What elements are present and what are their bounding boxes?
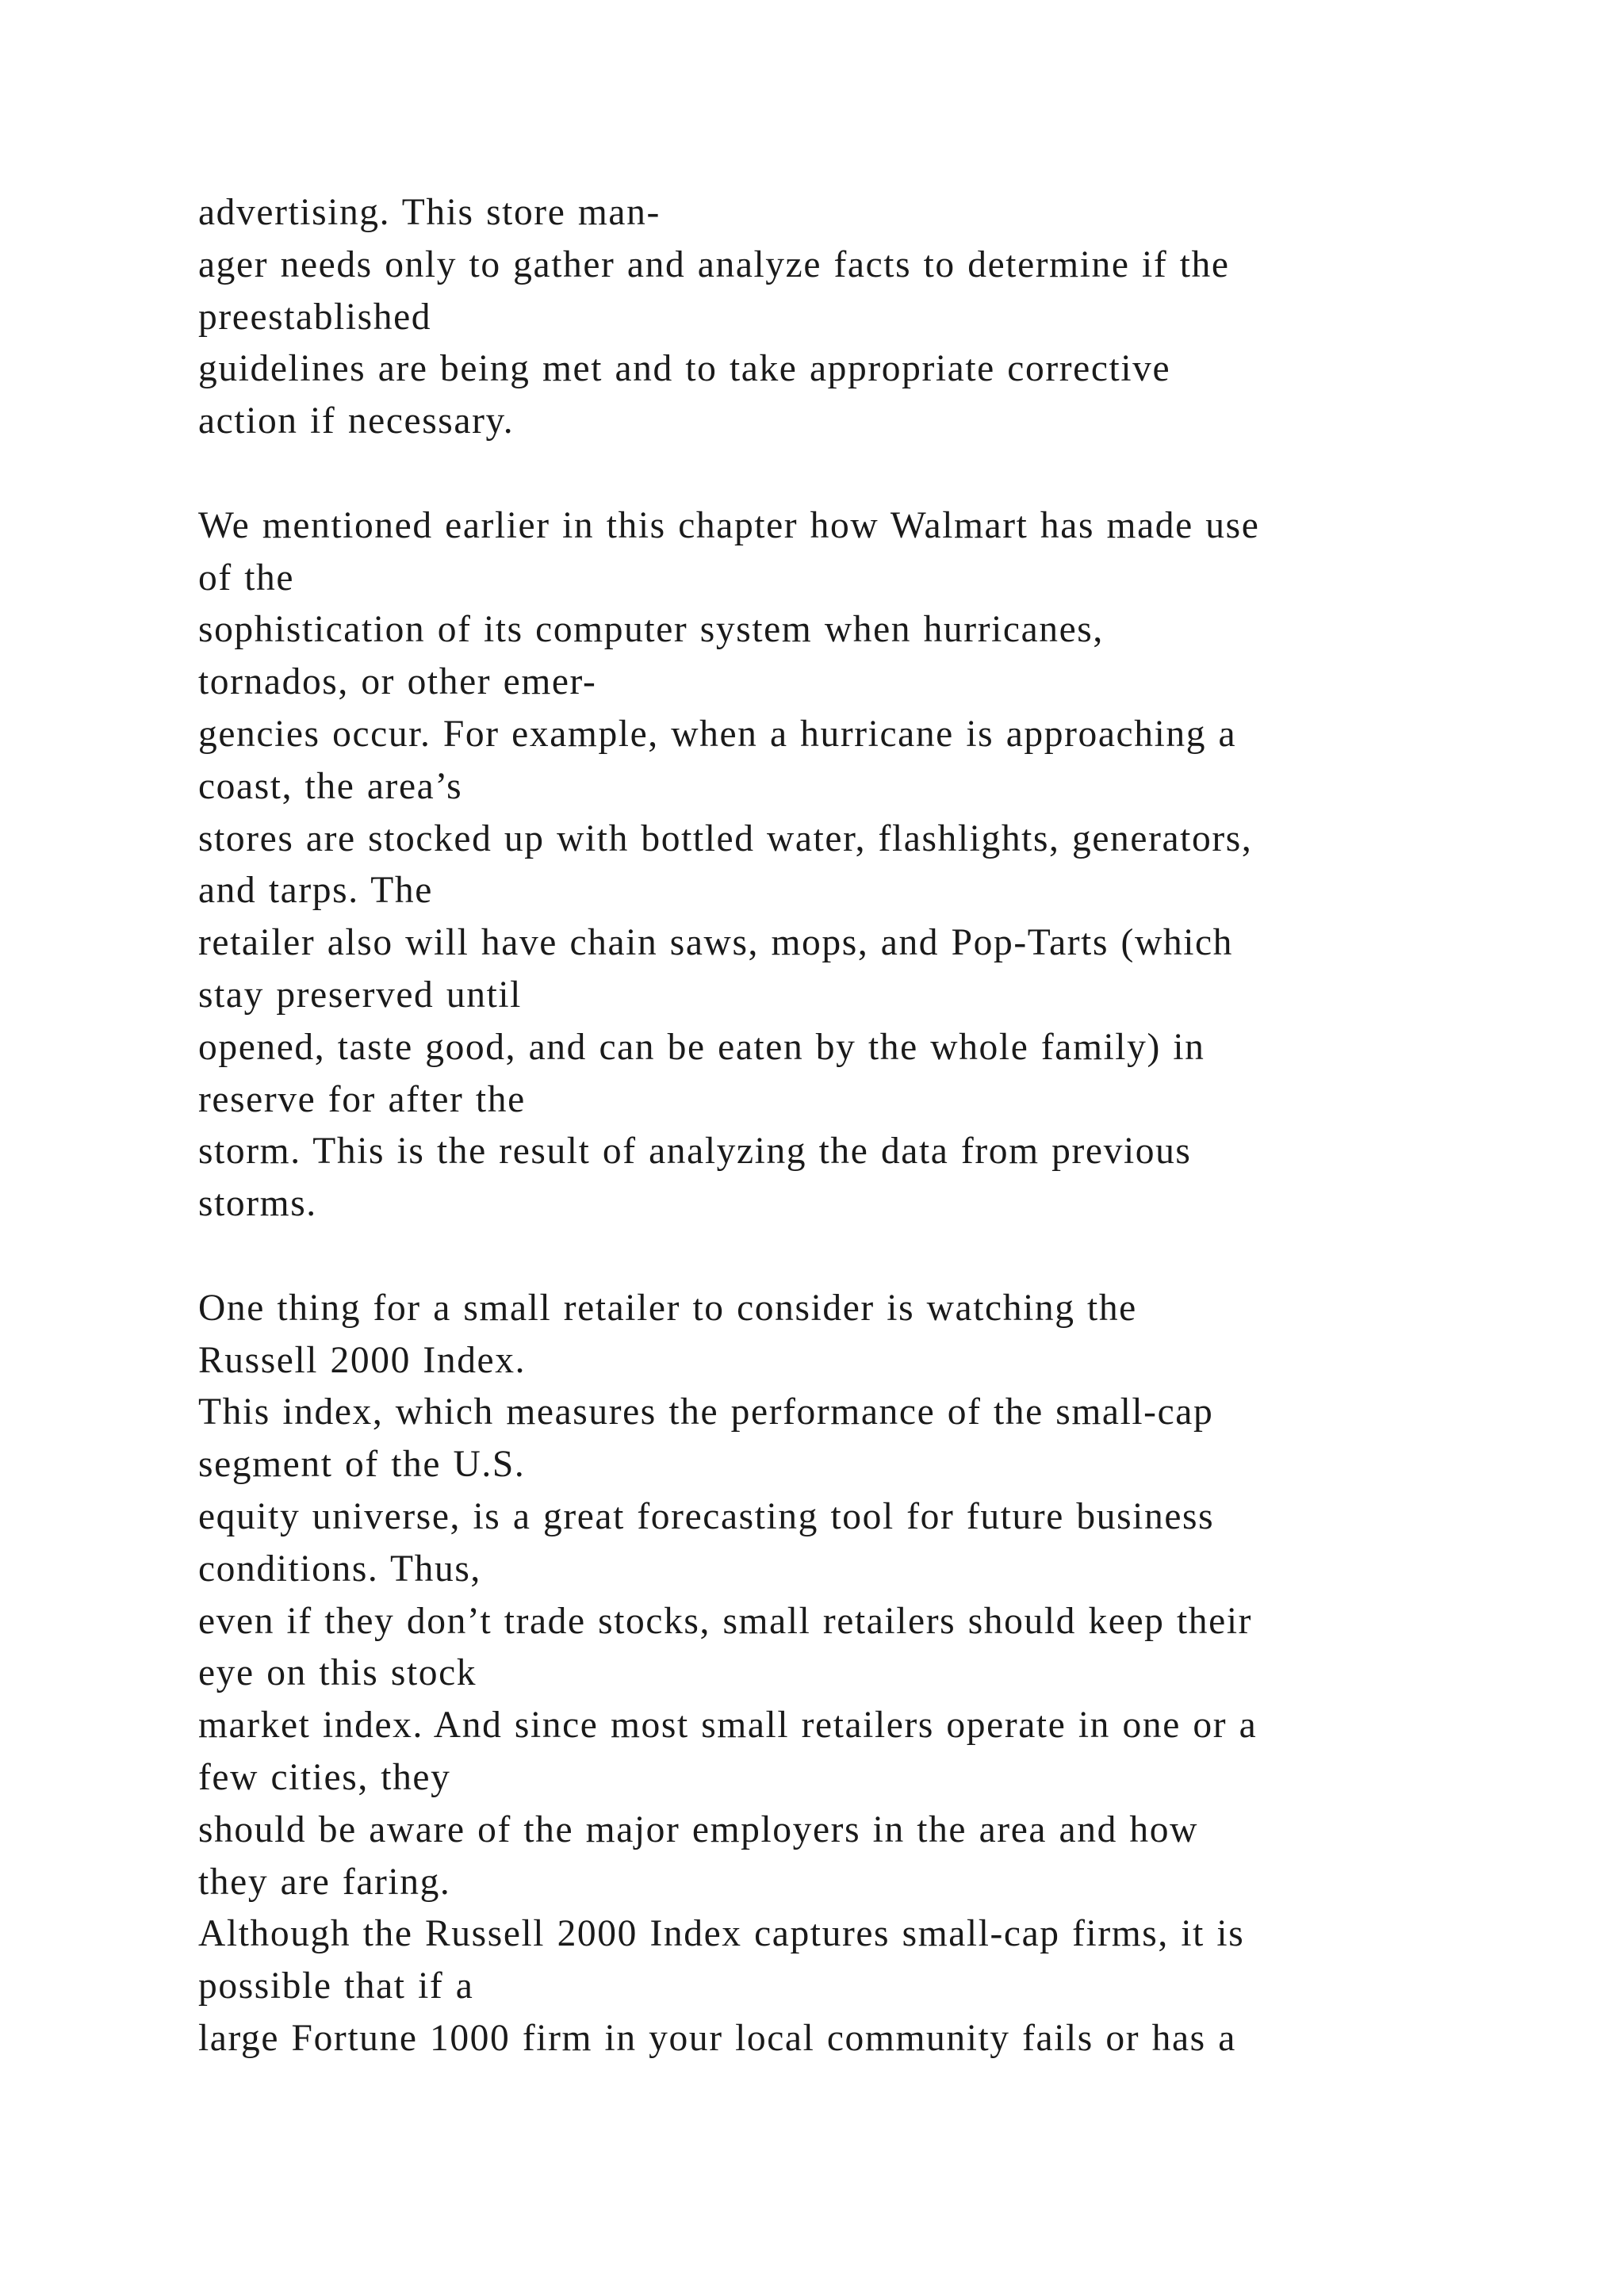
text-line: market index. And since most small retailers operate in one or a xyxy=(198,1705,1258,1747)
text-line: We mentioned earlier in this chapter how Walmart has made use xyxy=(198,504,1260,546)
text-line: opened, taste good, and can be eaten by the whole family) in xyxy=(198,1026,1205,1068)
text-line: conditions. Thus, xyxy=(198,1548,481,1590)
text-line: reserve for after the xyxy=(198,1078,526,1120)
text-line: action if necessary. xyxy=(198,400,515,442)
text-line: few cities, they xyxy=(198,1756,451,1798)
text-line: and tarps. The xyxy=(198,870,433,912)
text-line: possible that if a xyxy=(198,1965,474,2007)
text-line: they are faring. xyxy=(198,1861,451,1903)
text-line: One thing for a small retailer to consider is watching the xyxy=(198,1287,1137,1329)
text-line: segment of the U.S. xyxy=(198,1444,526,1486)
text-line: advertising. This store man- xyxy=(198,192,661,233)
text-line: storms. xyxy=(198,1183,317,1225)
text-line: of the xyxy=(198,557,295,599)
paragraph-2 xyxy=(198,500,1546,1230)
text-line: preestablished xyxy=(198,296,432,338)
text-line: Russell 2000 Index. xyxy=(198,1339,527,1381)
text-line: storm. This is the result of analyzing the data from previous xyxy=(198,1131,1192,1173)
paragraph-3 xyxy=(198,1283,1546,2065)
text-line: coast, the area’s xyxy=(198,765,463,807)
text-line: tornados, or other emer- xyxy=(198,661,597,703)
text-line: ager needs only to gather and analyze facts to determine if the xyxy=(198,243,1230,285)
body-text xyxy=(198,187,1546,2065)
text-line: stores are stocked up with bottled water, flashlights, generators, xyxy=(198,817,1253,859)
text-line: equity universe, is a great forecasting tool for future business xyxy=(198,1495,1215,1537)
text-line: This index, which measures the performance of the small-cap xyxy=(198,1391,1214,1433)
text-line: stay preserved until xyxy=(198,974,522,1016)
text-line: guidelines are being met and to take appropriate corrective xyxy=(198,348,1171,390)
text-line: should be aware of the major employers in the area and how xyxy=(198,1808,1198,1850)
text-line: large Fortune 1000 firm in your local community fails or has a xyxy=(198,2017,1236,2059)
text-line: retailer also will have chain saws, mops, and Pop-Tarts (which xyxy=(198,922,1234,964)
text-line: even if they don’t trade stocks, small retailers should keep their xyxy=(198,1600,1253,1642)
text-line: Although the Russell 2000 Index captures small-cap firms, it is xyxy=(198,1913,1245,1955)
text-line: gencies occur. For example, when a hurricane is approaching a xyxy=(198,713,1237,755)
paragraph-1 xyxy=(198,187,1546,448)
text-line: eye on this stock xyxy=(198,1652,477,1694)
text-line: sophistication of its computer system when hurricanes, xyxy=(198,609,1104,651)
